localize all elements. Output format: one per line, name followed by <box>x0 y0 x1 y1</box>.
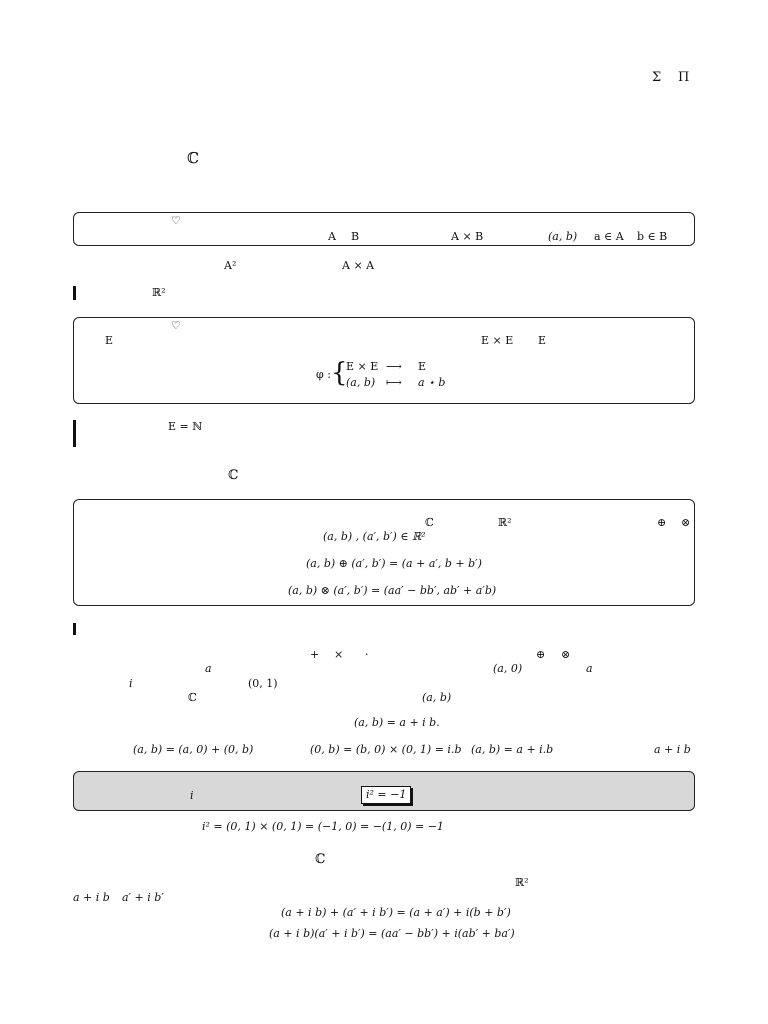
r-squared: ℝ² <box>498 516 512 529</box>
product-a-b: A × B <box>451 230 484 243</box>
times-symbol: × <box>334 648 344 661</box>
set-e-2: E <box>538 334 547 347</box>
boxed-i-squared-formula: i² = −1 <box>361 786 411 804</box>
a-plus-ib: a + i b <box>654 743 691 756</box>
otimes-symbol: ⊗ <box>681 516 691 529</box>
set-a: A <box>328 230 336 243</box>
pairs-in-r2: (a, b) , (a′, b′) ∈ ℝ² <box>323 530 426 543</box>
phi-label: φ : <box>316 368 331 381</box>
complex-c: ℂ <box>315 852 326 867</box>
example-bar <box>73 286 76 300</box>
remark-bar <box>73 623 76 635</box>
var-i: i <box>129 677 133 690</box>
otimes-symbol: ⊗ <box>561 648 571 661</box>
pair-zero-one: (0, 1) <box>248 677 278 690</box>
product-formula: (a + i b)(a′ + i b′) = (aa′ − bb′) + i(ab′ + ba′) <box>269 927 515 940</box>
a-in-a: a ∈ A <box>594 230 624 243</box>
set-e: E <box>105 334 114 347</box>
heart-icon: ♡ <box>171 319 181 332</box>
var-a: a <box>205 662 212 675</box>
complex-c: ℂ <box>188 691 197 704</box>
proof-equation: i² = (0, 1) × (0, 1) = (−1, 0) = −(1, 0) = −1 <box>202 820 444 833</box>
map-row1-right: E <box>418 360 427 373</box>
pi-symbol: Π <box>678 70 690 85</box>
map-row2-right: a ⋆ b <box>418 376 446 389</box>
ib-equation: (0, b) = (b, 0) × (0, 1) = i.b <box>310 743 462 756</box>
multiplication-formula: (a, b) ⊗ (a′, b′) = (aa′ − bb′, ab′ + a′b) <box>288 584 497 597</box>
pair-ab: (a, b) <box>422 691 452 704</box>
complex-c: ℂ <box>425 516 434 529</box>
b-in-b: b ∈ B <box>637 230 668 243</box>
e-equals-n: E = ℕ <box>168 420 203 433</box>
r-squared: ℝ² <box>515 876 529 889</box>
set-b: B <box>351 230 360 243</box>
map-row1-left: E × E <box>346 360 379 373</box>
left-brace: { <box>331 358 348 388</box>
var-i: i <box>190 789 194 802</box>
a-times-a: A × A <box>342 259 375 272</box>
var-a: a <box>586 662 593 675</box>
decomposition-equation: (a, b) = (a, 0) + (0, b) <box>133 743 254 756</box>
a-prime-plus-ib-prime: a′ + i b′ <box>122 891 164 904</box>
a-plus-ib: a + i b <box>73 891 110 904</box>
title-complex-symbol: ℂ <box>187 149 199 167</box>
r-squared: ℝ² <box>152 286 166 299</box>
definition-box-binary-law <box>73 317 695 404</box>
heart-icon: ♡ <box>171 214 181 227</box>
plus-symbol: + <box>310 648 320 661</box>
section-complex-symbol: ℂ <box>228 468 239 483</box>
e-times-e: E × E <box>481 334 514 347</box>
example-bar <box>73 420 76 447</box>
map-row1-arrow: ⟶ <box>386 360 402 373</box>
a-squared: A² <box>224 259 237 272</box>
sum-formula: (a + i b) + (a′ + i b′) = (a + a′) + i(b + b′) <box>281 906 511 919</box>
oplus-symbol: ⊕ <box>657 516 667 529</box>
a-plus-ib-equation: (a, b) = a + i.b <box>471 743 554 756</box>
pair-ab: (a, b) <box>548 230 578 243</box>
oplus-symbol: ⊕ <box>536 648 546 661</box>
addition-formula: (a, b) ⊕ (a′, b′) = (a + a′, b + b′) <box>306 557 482 570</box>
pair-a-zero: (a, 0) <box>493 662 523 675</box>
algebraic-form-equation: (a, b) = a + i b. <box>354 716 440 729</box>
dot-symbol: · <box>365 648 369 661</box>
map-row2-arrow: ⟼ <box>386 376 402 389</box>
map-row2-left: (a, b) <box>346 376 376 389</box>
sigma-symbol: Σ <box>652 70 662 85</box>
